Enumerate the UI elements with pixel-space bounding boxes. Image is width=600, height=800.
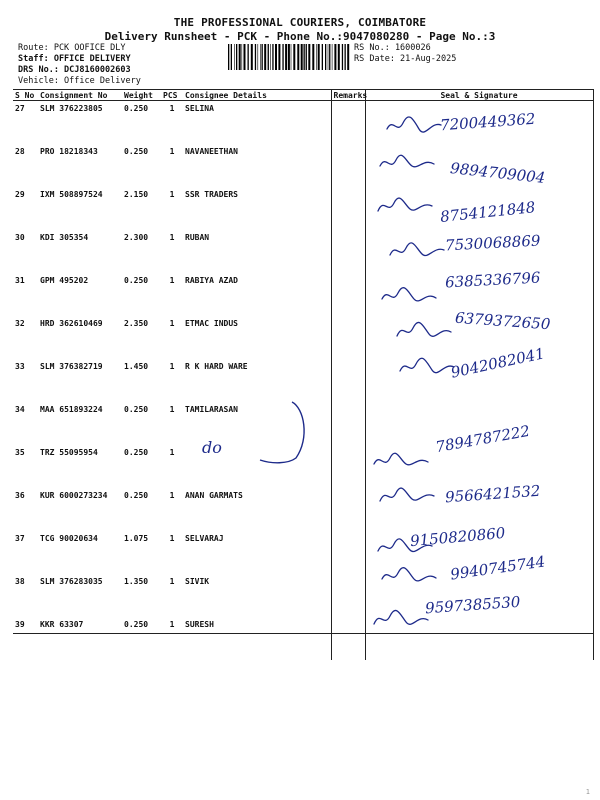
signature-scrawl [398,356,458,378]
signature-scrawl [380,285,440,307]
signature-scrawl [372,450,432,472]
row-sno: 35 [15,448,25,457]
row-pcs: 1 [169,448,175,457]
row-weight: 0.250 [124,276,149,285]
row-consignment-number: KUR 6000273234 [40,491,108,500]
col-header-pcs: PCS [161,90,183,101]
row-pcs: 1 [169,190,175,199]
signature-scrawl [388,240,448,262]
handwritten-phone: 6379372650 [454,308,551,333]
handwritten-phone: 9150820860 [409,523,507,551]
row-weight: 0.250 [124,147,149,156]
row-remarks [331,316,365,359]
row-remarks [331,144,365,187]
signature-scrawl [372,608,432,630]
row-remarks [331,488,365,531]
row-consignee: SURESH [183,617,331,660]
handwritten-phone: 7530068869 [444,231,541,255]
row-sno: 39 [15,620,25,629]
row-remarks [331,273,365,316]
row-remarks [331,230,365,273]
company-title: THE PROFESSIONAL COURIERS, COIMBATORE [173,16,427,29]
row-remarks [331,445,365,488]
row-pcs: 1 [169,491,175,500]
row-sno: 34 [15,405,25,414]
table-row [13,617,593,660]
row-sno: 29 [15,190,25,199]
row-pcs: 1 [169,534,175,543]
row-consignee: RABIYA AZAD [183,273,331,316]
runsheet-subtitle: Delivery Runsheet - PCK - Phone No.:9047080280 - Page No.:3 [104,30,496,43]
row-consignment-number: KKR 63307 [40,620,84,629]
row-weight: 0.250 [124,104,149,113]
row-consignee: TAMILARASAN [183,402,331,445]
row-consignee: R K HARD WARE [183,359,331,402]
page-corner-mark: 1 [585,788,590,796]
rs-number-field: RS No.: 1600026 [354,43,431,53]
row-sno: 37 [15,534,25,543]
row-sno: 32 [15,319,25,328]
row-sno: 31 [15,276,25,285]
signature-scrawl [380,565,440,587]
row-remarks [331,617,365,660]
table-bottom-rule [13,633,593,634]
row-consignee: SSR TRADERS [183,187,331,230]
barcode-icon [228,44,350,70]
runsheet-meta-left [18,43,141,87]
row-consignment-number: TRZ 55095954 [40,448,98,457]
row-consignee: NAVANEETHAN [183,144,331,187]
row-weight: 1.075 [124,534,149,543]
row-consignee: SIVIK [183,574,331,617]
ditto-mark: do [202,438,222,457]
row-sno: 33 [15,362,25,371]
row-consignee: SELVARAJ [183,531,331,574]
signature-scrawl [378,485,438,507]
row-consignment-number: TCG 90020634 [40,534,98,543]
row-remarks [331,101,365,145]
row-consignment-number: GPM 495202 [40,276,89,285]
row-pcs: 1 [169,147,175,156]
handwritten-phone: 7894787222 [434,422,532,457]
signature-scrawl [385,115,445,137]
row-weight: 1.350 [124,577,149,586]
handwritten-phone: 9042082041 [449,344,547,383]
row-sno: 30 [15,233,25,242]
signature-scrawl [395,320,455,342]
handwritten-phone: 9566421532 [444,481,541,507]
row-consignee: ETMAC INDUS [183,316,331,359]
row-remarks [331,187,365,230]
signature-scrawl [378,152,438,174]
row-pcs: 1 [169,319,175,328]
ditto-bracket-stroke [252,398,322,468]
col-header-sno: S No [13,90,38,101]
row-consignment-number: IXM 508897524 [40,190,103,199]
row-consignment-number: KDI 305354 [40,233,89,242]
row-weight: 2.150 [124,190,149,199]
row-consignment-number: SLM 376283035 [40,577,103,586]
handwritten-phone: 9597385530 [424,592,521,618]
row-consignment-number: MAA 651893224 [40,405,103,414]
signature-scrawl [376,536,436,558]
row-pcs: 1 [169,577,175,586]
row-pcs: 1 [169,405,175,414]
handwritten-phone: 6385336796 [444,268,541,292]
drs-field: DRS No.: DCJ8160002603 [18,65,131,75]
handwritten-phone: 8754121848 [439,197,537,226]
row-pcs: 1 [169,276,175,285]
vehicle-field: Vehicle: Office Delivery [18,76,141,86]
row-weight: 0.250 [124,448,149,457]
staff-field: Staff: OFFICE DELIVERY [18,54,131,64]
row-weight: 1.450 [124,362,149,371]
row-pcs: 1 [169,233,175,242]
row-weight: 0.250 [124,405,149,414]
row-consignee: SELINA [183,101,331,145]
row-consignment-number: SLM 376223805 [40,104,103,113]
row-sno: 38 [15,577,25,586]
row-consignment-number: SLM 376382719 [40,362,103,371]
col-header-weight: Weight [122,90,161,101]
row-weight: 2.350 [124,319,149,328]
handwritten-phone: 7200449362 [439,109,536,135]
row-pcs: 1 [169,362,175,371]
row-remarks [331,531,365,574]
col-header-remarks: Remarks [331,90,365,101]
rs-date-field: RS Date: 21-Aug-2025 [354,54,457,64]
handwritten-phone: 9940745744 [449,552,547,584]
row-weight: 0.250 [124,620,149,629]
row-remarks [331,402,365,445]
row-weight: 0.250 [124,491,149,500]
route-field: Route: PCK OOFICE DLY [18,43,126,53]
col-header-seal: Seal & Signature [365,90,593,101]
col-header-consignment: Consignment No [38,90,122,101]
row-pcs: 1 [169,620,175,629]
row-consignee: ANAN GARMATS [183,488,331,531]
row-consignment-number: PRO 18218343 [40,147,98,156]
runsheet-meta-right [354,43,456,65]
row-consignee: RUBAN [183,230,331,273]
row-sno: 27 [15,104,25,113]
col-header-consignee: Consignee Details [183,90,331,101]
row-pcs: 1 [169,104,175,113]
row-sno: 28 [15,147,25,156]
row-weight: 2.300 [124,233,149,242]
row-remarks [331,574,365,617]
table-header-row [13,90,593,101]
signature-scrawl [376,195,436,217]
handwritten-phone: 9894709004 [449,158,547,187]
row-consignment-number: HRD 362610469 [40,319,103,328]
row-sno: 36 [15,491,25,500]
row-remarks [331,359,365,402]
